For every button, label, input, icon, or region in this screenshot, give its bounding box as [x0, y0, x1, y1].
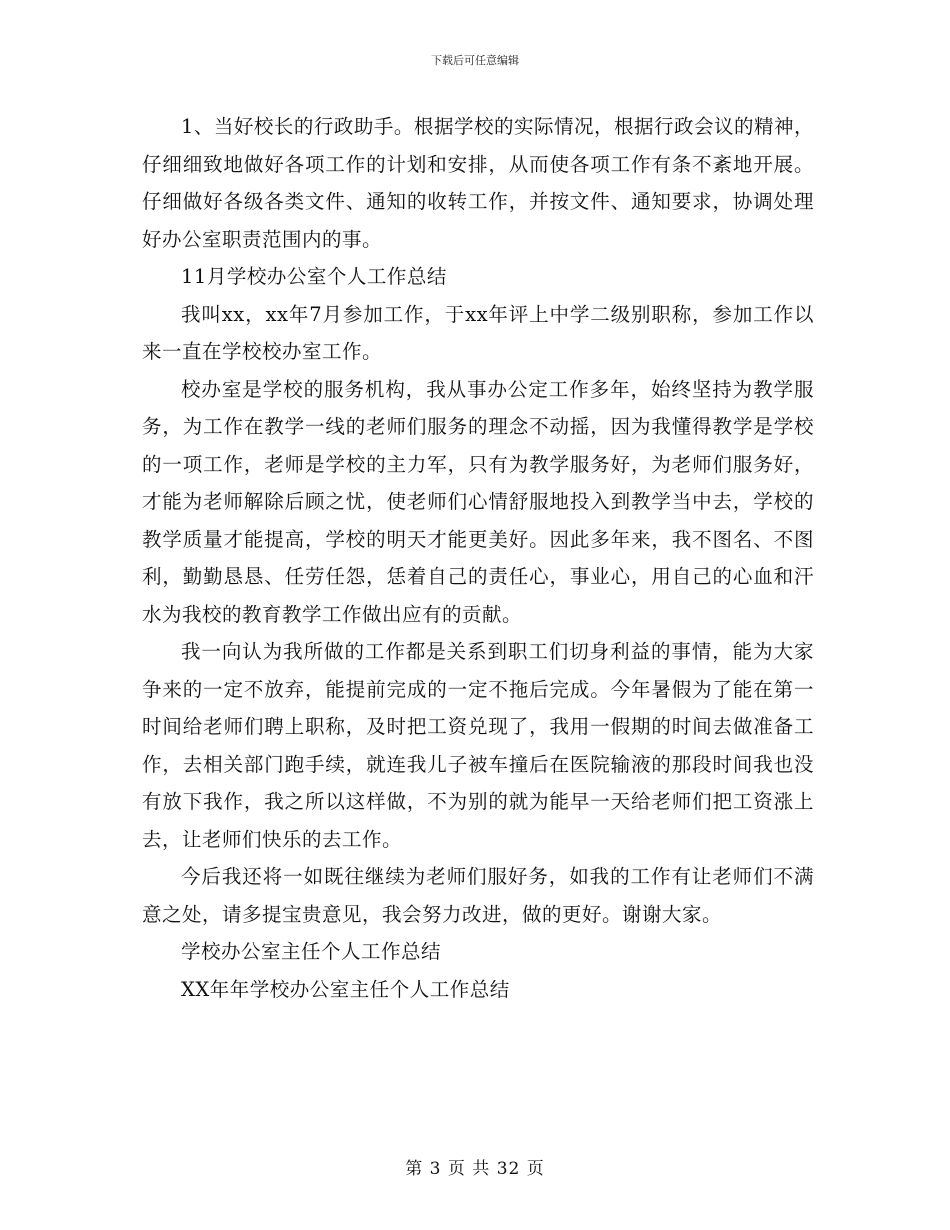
paragraph-office-service: 校办室是学校的服务机构，我从事办公定工作多年，始终坚持为教学服务，为工作在教学一线的老师们服务的理念不动摇，因为我懂得教学是学校的一项工作，老师是学校的主力军，只有为教学服务好，为老师们服务好，才能为老师解除后顾之忧，使老师们心情舒服地投入到教学当中去，学校的教学质量才能提高，学校的明天才能更美好。因此多年来，我不图名、不图利，勤勤恳恳、任劳任怨，恁着自己的责任心，事业心，用自己的心血和汗水为我校的教育教学工作做出应有的贡献。 [142, 377, 814, 626]
page-header: 下载后可任意编辑 [431, 54, 519, 67]
section-title-november: 11月学校办公室个人工作总结 [181, 265, 447, 288]
section-subtitle-director: XX年年学校办公室主任个人工作总结 [181, 977, 510, 1001]
section-title-director: 学校办公室主任个人工作总结 [181, 940, 442, 963]
document-body [142, 108, 814, 1008]
page-number: 第 3 页 共 32 页 [405, 1159, 545, 1179]
paragraph-staff-interests: 我一向认为我所做的工作都是关系到职工们切身利益的事情，能为大家争来的一定不放弃，能提前完成的一定不拖后完成。今年暑假为了能在第一时间给老师们聘上职称，及时把工资兑现了，我用一假期的时间去做准备工作，去相关部门跑手续，就连我儿子被车撞后在医院输液的那段时间我也没有放下我作，我之所以这样做，不为别的就为能早一天给老师们把工资涨上去，让老师们快乐的去工作。 [142, 640, 814, 851]
paragraph-duties: 1、当好校长的行政助手。根据学校的实际情况，根据行政会议的精神，仔细细致地做好各项工作的计划和安排，从而使各项工作有条不紊地开展。仔细做好各级各类文件、通知的收转工作，并按文件、通知要求，协调处理好办公室职责范围内的事。 [142, 115, 814, 251]
paragraph-intro: 我叫xx，xx年7月参加工作，于xx年评上中学二级别职称，参加工作以来一直在学校校办室工作。 [142, 302, 814, 363]
paragraph-future: 今后我还将一如既往继续为老师们服好务，如我的工作有让老师们不满意之处，请多提宝贵意见，我会努力改进，做的更好。谢谢大家。 [142, 865, 814, 926]
